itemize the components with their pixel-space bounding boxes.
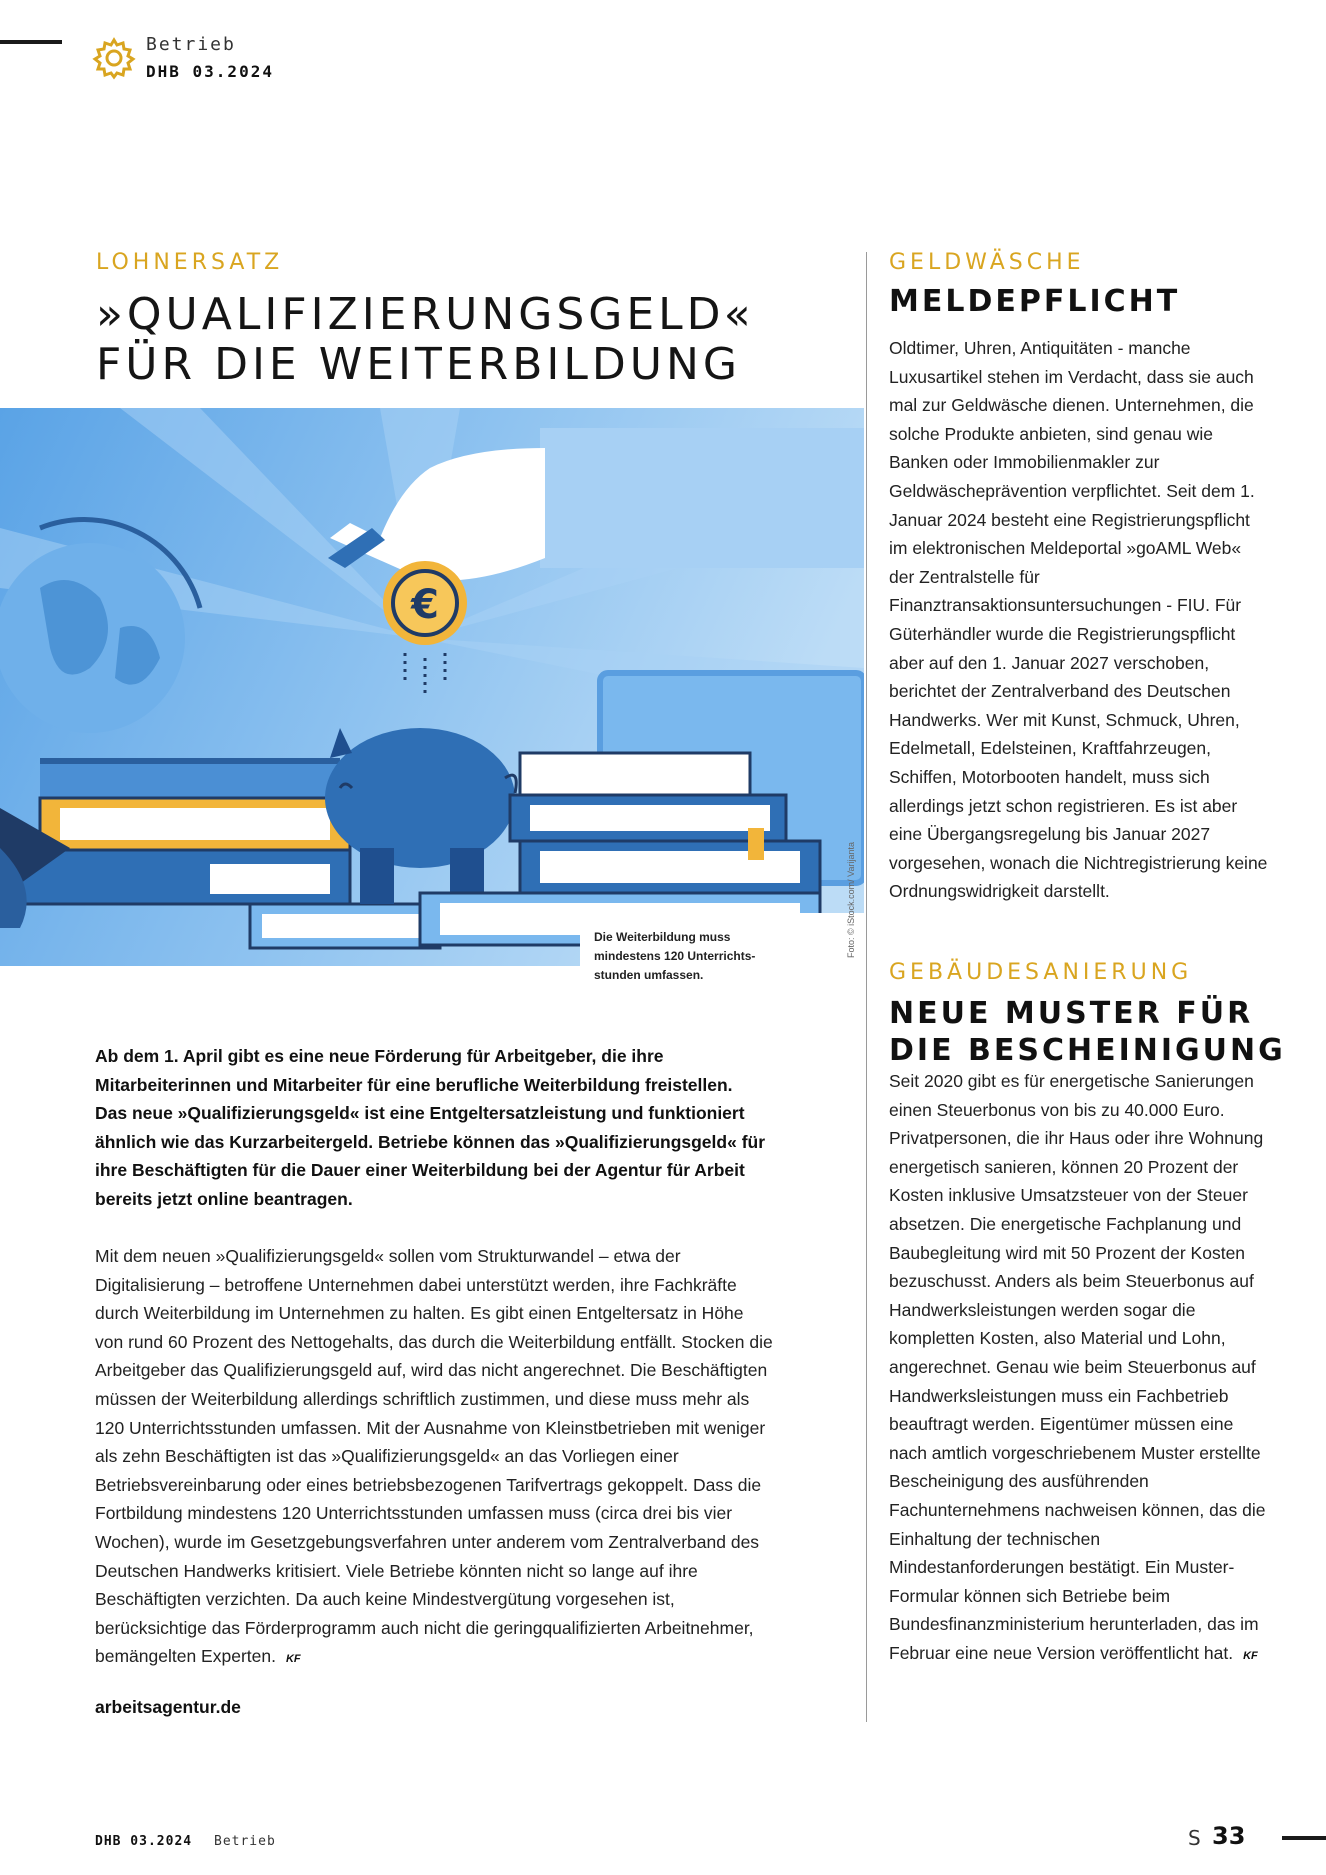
photo-credit: Foto: © iStock.com/ Varijanta <box>846 841 856 958</box>
header-issue-label: DHB 03.2024 <box>146 62 274 81</box>
renovation-kicker: GEBÄUDESANIERUNG <box>889 960 1193 985</box>
page-number: 33 <box>1212 1822 1246 1850</box>
article-illustration <box>0 408 864 966</box>
gear-icon <box>92 36 136 80</box>
header-section-label: Betrieb <box>146 34 236 55</box>
source-link[interactable]: arbeitsagentur.de <box>95 1697 241 1717</box>
main-article-body <box>95 1242 775 1674</box>
renovation-title: NEUE MUSTER FÜR DIE BESCHEINIGUNG <box>889 996 1286 1068</box>
image-caption: Die Weiterbildung muss mindestens 120 Unterrichts- stunden umfassen. <box>594 930 756 982</box>
main-article-lead: Ab dem 1. April gibt es eine neue Förderung für Arbeitgeber, die ihre Mitarbeiterinnen und Mitarbeiter für eine berufliche Weiterbildung freistellen. Das neue »Qualifizierungsgeld« ist eine Entgeltersatzleistung und funktioniert ähnlich wie das Kurzarbeitergeld. Betriebe können das »Qualifizierungsgeld« für ihre Beschäftigten für die Dauer einer Weiterbildung bei der Agentur für Arbeit bereits jetzt online beantragen. <box>95 1046 766 1209</box>
money-laundering-body: Oldtimer, Uhren, Antiquitäten - manche Luxusartikel stehen im Verdacht, dass sie auch mal zur Geldwäsche dienen. Unternehmen, die solche Produkte anbieten, sind genau wie Banken oder Immobilienmakler zur Geldwäscheprävention verpflichtet. Seit dem 1. Januar 2024 besteht eine Registrierungspflicht im elektronischen Meldeportal »goAML Web« der Zentralstelle für Finanztransaktionsuntersuchungen - FIU. Für Güterhändler wurde die Registrierungspflicht aber auf den 1. Januar 2027 verschoben, berichtet der Zentralverband des Deutschen Handwerks. Wer mit Kunst, Schmuck, Uhren, Edelmetall, Edelsteinen, Kraftfahrzeugen, Schiffen, Motorbooten handelt, muss sich allerdings jetzt schon registrieren. Es ist aber eine Übergangsregelung bis Januar 2027 vorgesehen, wonach die Nichtregistrierung keine Ordnungswidrigkeit darstellt. <box>889 338 1268 902</box>
main-article-signature: KF <box>285 1653 301 1666</box>
renovation-body-text: Seit 2020 gibt es für energetische Sanierungen einen Steuerbonus von bis zu 40.000 Euro. Privatpersonen, die ihr Haus oder ihre Wohnung energetisch sanieren, können 20 Prozent der Kosten inklusive Umsatzsteuer von der Steuer absetzen. Die energetische Fachplanung und Baubegleitung wird mit 50 Prozent der Kosten bezuschusst. Anders als beim Steuerbonus auf Handwerksleistungen werden sogar die kompletten Kosten, also Material und Lohn, angerechnet. Genau wie beim Steuerbonus auf Handwerksleistungen muss ein Fachbetrieb beauftragt werden. Eigentümer müssen eine nach amtlich vorgeschriebenem Muster erstellte Bescheinigung des ausführenden Fachunternehmens nachweisen können, das die Einhaltung der technischen Mindestanforderungen bestätigt. Ein Muster-Formular können sich Betriebe beim Bundesfinanzministerium herunterladen, das im Februar eine neue Version veröffentlicht hat. <box>889 1071 1266 1663</box>
money-laundering-kicker: GELDWÄSCHE <box>889 250 1085 275</box>
page-prefix: S <box>1188 1826 1201 1850</box>
main-article-title: »QUALIFIZIERUNGSGELD« FÜR DIE WEITERBILDUNG <box>96 289 755 390</box>
bottom-rule <box>1282 1836 1326 1840</box>
money-laundering-title: MELDEPFLICHT <box>889 284 1181 319</box>
renovation-signature: KF <box>1243 1649 1258 1662</box>
column-divider <box>866 252 867 1722</box>
renovation-body <box>889 1067 1269 1670</box>
footer-section: Betrieb <box>214 1834 276 1849</box>
footer-issue: DHB 03.2024 <box>95 1834 193 1849</box>
main-article-kicker: LOHNERSATZ <box>96 250 284 275</box>
top-rule <box>0 40 62 44</box>
svg-text:€: € <box>411 582 439 628</box>
main-article-body-text: Mit dem neuen »Qualifizierungsgeld« sollen vom Strukturwandel – etwa der Digitalisierung – betroffene Unternehmen dabei unterstützt werden, ihre Fachkräfte durch Weiterbildung im Unternehmen zu halten. Es gibt einen Entgeltersatz in Höhe von rund 60 Prozent des Nettogehalts, das durch die Weiterbildung entfällt. Stocken die Arbeitgeber das Qualifizierungsgeld auf, wird das nicht angerechnet. Die Beschäftigten müssen der Weiterbildung allerdings schriftlich zustimmen, und diese muss mehr als 120 Unterrichtsstunden umfassen. Mit der Ausnahme von Kleinstbetrieben mit weniger als zehn Beschäftigten ist das »Qualifizierungsgeld« an das Vorliegen einer Betriebsvereinbarung oder eines betriebsbezogenen Tarifvertrags gekoppelt. Dass die Fortbildung mindestens 120 Unterrichtsstunden umfassen muss (circa drei bis vier Wochen), wurde im Gesetzgebungsverfahren unter anderem vom Zentralverband des Deutschen Handwerks kritisiert. Viele Betriebe könnten nicht so lange auf ihre Beschäftigten verzichten. Da auch keine Mindestvergütung vorgesehen ist, berücksichtige das Förderprogramm auch nicht die geringqualifizierten Arbeitnehmer, bemängelten Experten. <box>95 1246 773 1667</box>
